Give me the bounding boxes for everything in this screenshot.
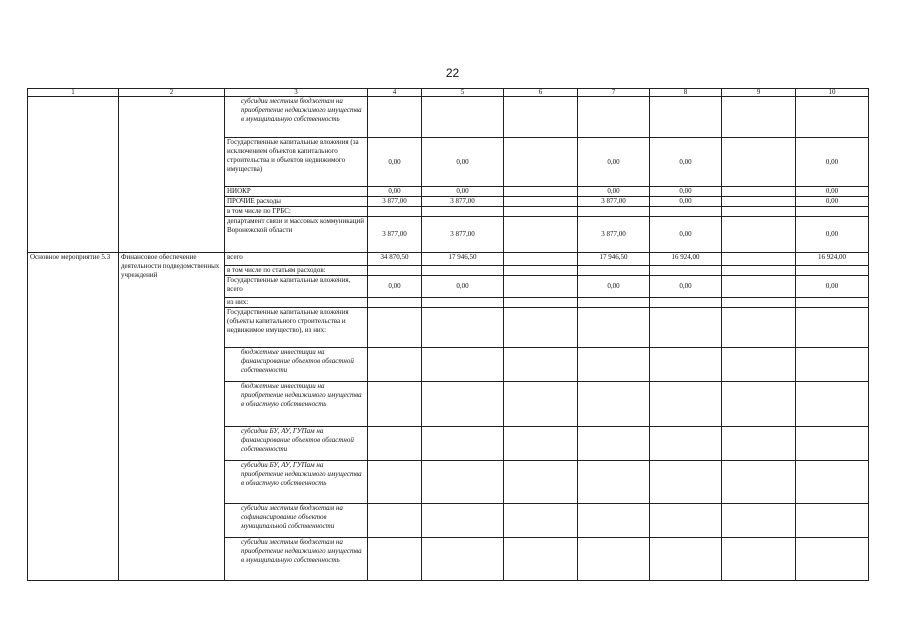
value-cell <box>578 504 650 538</box>
value-cell <box>504 266 578 276</box>
row-label: субсидии БУ, АУ, ГУПам на финансирование объектов областной собственности <box>225 427 368 461</box>
value-cell: 16 924,00 <box>650 253 722 266</box>
budget-table <box>27 88 869 581</box>
value-cell <box>368 266 422 276</box>
row-label: Государственные капитальные вложения (объекты капитального строительства и недвижимое имущество), из них: <box>225 308 368 348</box>
value-cell <box>796 382 869 427</box>
value-cell <box>722 538 796 581</box>
header-row <box>28 89 869 97</box>
value-cell: 34 870,50 <box>368 253 422 266</box>
value-cell: 0,00 <box>796 197 869 207</box>
value-cell <box>796 538 869 581</box>
value-cell <box>722 382 796 427</box>
cell-col1-empty <box>28 97 119 253</box>
value-cell <box>722 197 796 207</box>
table-row <box>28 97 869 138</box>
row-label: субсидии местным бюджетам на софинансирование объектов муниципальной собственности <box>225 504 368 538</box>
value-cell <box>422 538 504 581</box>
value-cell: 0,00 <box>650 187 722 197</box>
row-label: бюджетные инвестиции на финансирование объектов областной собственности <box>225 348 368 382</box>
value-cell <box>722 427 796 461</box>
header-cell: 8 <box>650 89 722 97</box>
value-cell: 0,00 <box>796 187 869 197</box>
value-cell: 3 877,00 <box>578 217 650 253</box>
value-cell <box>796 461 869 504</box>
cell-col2-empty <box>119 97 225 253</box>
value-cell: 3 877,00 <box>368 217 422 253</box>
value-cell <box>368 207 422 217</box>
value-cell <box>422 504 504 538</box>
header-cell: 3 <box>225 89 368 97</box>
value-cell <box>722 217 796 253</box>
header-cell: 2 <box>119 89 225 97</box>
row-label: бюджетные инвестиции на приобретение недвижимого имущества в областную собственность <box>225 382 368 427</box>
row-label: в том числе по ГРБС: <box>225 207 368 217</box>
value-cell <box>578 97 650 138</box>
value-cell: 0,00 <box>368 276 422 298</box>
value-cell <box>504 461 578 504</box>
value-cell: 17 946,50 <box>578 253 650 266</box>
header-cell: 9 <box>722 89 796 97</box>
value-cell: 3 877,00 <box>422 197 504 207</box>
value-cell <box>578 427 650 461</box>
value-cell: 17 946,50 <box>422 253 504 266</box>
value-cell <box>504 504 578 538</box>
value-cell <box>368 298 422 308</box>
value-cell <box>722 266 796 276</box>
value-cell <box>422 382 504 427</box>
table-row <box>28 253 869 266</box>
row-label: в том числе по статьям расходов: <box>225 266 368 276</box>
value-cell <box>504 217 578 253</box>
value-cell <box>422 298 504 308</box>
value-cell <box>578 298 650 308</box>
value-cell <box>504 276 578 298</box>
value-cell <box>578 461 650 504</box>
value-cell <box>504 298 578 308</box>
header-cell: 10 <box>796 89 869 97</box>
value-cell <box>578 207 650 217</box>
value-cell <box>722 298 796 308</box>
value-cell: 0,00 <box>650 217 722 253</box>
value-cell <box>796 427 869 461</box>
value-cell: 0,00 <box>368 187 422 197</box>
value-cell: 0,00 <box>578 138 650 187</box>
value-cell <box>422 266 504 276</box>
value-cell <box>650 504 722 538</box>
value-cell <box>368 504 422 538</box>
value-cell: 0,00 <box>578 276 650 298</box>
value-cell <box>796 504 869 538</box>
value-cell <box>796 308 869 348</box>
value-cell: 0,00 <box>650 197 722 207</box>
value-cell <box>650 538 722 581</box>
row-label: Государственные капитальные вложения, всего <box>225 276 368 298</box>
row-label: департамент связи и массовых коммуникаций Воронежской области <box>225 217 368 253</box>
value-cell <box>650 427 722 461</box>
value-cell <box>796 97 869 138</box>
value-cell: 16 924,00 <box>796 253 869 266</box>
value-cell <box>504 253 578 266</box>
value-cell <box>422 461 504 504</box>
value-cell <box>722 187 796 197</box>
value-cell: 0,00 <box>650 276 722 298</box>
row-label: ПРОЧИЕ расходы <box>225 197 368 207</box>
value-cell <box>422 207 504 217</box>
value-cell <box>504 187 578 197</box>
header-cell: 1 <box>28 89 119 97</box>
value-cell <box>722 138 796 187</box>
value-cell <box>504 427 578 461</box>
value-cell: 0,00 <box>578 187 650 197</box>
value-cell <box>650 266 722 276</box>
value-cell <box>504 538 578 581</box>
value-cell <box>650 298 722 308</box>
value-cell <box>504 308 578 348</box>
row-label: из них: <box>225 298 368 308</box>
value-cell <box>796 348 869 382</box>
value-cell <box>422 427 504 461</box>
measure-description: Финансовое обеспечение деятельности подведомственных учреждений <box>119 253 225 581</box>
value-cell: 3 877,00 <box>368 197 422 207</box>
value-cell <box>650 308 722 348</box>
header-cell: 5 <box>422 89 504 97</box>
value-cell <box>796 207 869 217</box>
value-cell <box>578 538 650 581</box>
row-label: Государственные капитальные вложения (за исключением объектов капитального строительства и объектов недвижимого имущества) <box>225 138 368 187</box>
value-cell: 3 877,00 <box>578 197 650 207</box>
value-cell: 0,00 <box>796 276 869 298</box>
value-cell <box>722 207 796 217</box>
value-cell <box>796 266 869 276</box>
value-cell <box>796 298 869 308</box>
value-cell: 0,00 <box>796 138 869 187</box>
measure-name: Основное мероприятие 5.3 <box>28 253 119 581</box>
value-cell <box>650 382 722 427</box>
header-cell: 7 <box>578 89 650 97</box>
value-cell <box>504 197 578 207</box>
value-cell: 0,00 <box>796 217 869 253</box>
value-cell <box>722 461 796 504</box>
value-cell <box>422 308 504 348</box>
row-label: НИОКР <box>225 187 368 197</box>
value-cell: 0,00 <box>650 138 722 187</box>
page-number: 22 <box>445 66 460 80</box>
value-cell <box>722 276 796 298</box>
value-cell <box>368 97 422 138</box>
value-cell <box>722 253 796 266</box>
value-cell <box>504 138 578 187</box>
value-cell <box>422 97 504 138</box>
value-cell <box>722 504 796 538</box>
value-cell: 0,00 <box>422 138 504 187</box>
value-cell: 0,00 <box>368 138 422 187</box>
header-cell: 6 <box>504 89 578 97</box>
value-cell <box>650 97 722 138</box>
value-cell: 0,00 <box>422 187 504 197</box>
value-cell <box>650 461 722 504</box>
value-cell <box>504 382 578 427</box>
value-cell <box>368 427 422 461</box>
value-cell: 0,00 <box>422 276 504 298</box>
value-cell <box>722 308 796 348</box>
value-cell <box>368 538 422 581</box>
value-cell <box>578 382 650 427</box>
row-label: субсидии БУ, АУ, ГУПам на приобретение недвижимого имущества в областную собственность <box>225 461 368 504</box>
row-label: всего <box>225 253 368 266</box>
value-cell <box>578 308 650 348</box>
value-cell <box>722 348 796 382</box>
value-cell <box>368 308 422 348</box>
value-cell <box>722 97 796 138</box>
row-label: субсидии местным бюджетам на приобретение недвижимого имущества в муниципальную собственность <box>225 538 368 581</box>
value-cell <box>504 207 578 217</box>
value-cell <box>578 266 650 276</box>
value-cell <box>650 348 722 382</box>
header-cell: 4 <box>368 89 422 97</box>
row-label: субсидии местным бюджетам на приобретение недвижимого имущества в муниципальную собственность <box>225 97 368 138</box>
value-cell <box>578 348 650 382</box>
value-cell <box>368 382 422 427</box>
value-cell <box>504 348 578 382</box>
value-cell <box>368 348 422 382</box>
value-cell <box>504 97 578 138</box>
value-cell <box>650 207 722 217</box>
value-cell <box>422 348 504 382</box>
value-cell <box>368 461 422 504</box>
value-cell: 3 877,00 <box>422 217 504 253</box>
